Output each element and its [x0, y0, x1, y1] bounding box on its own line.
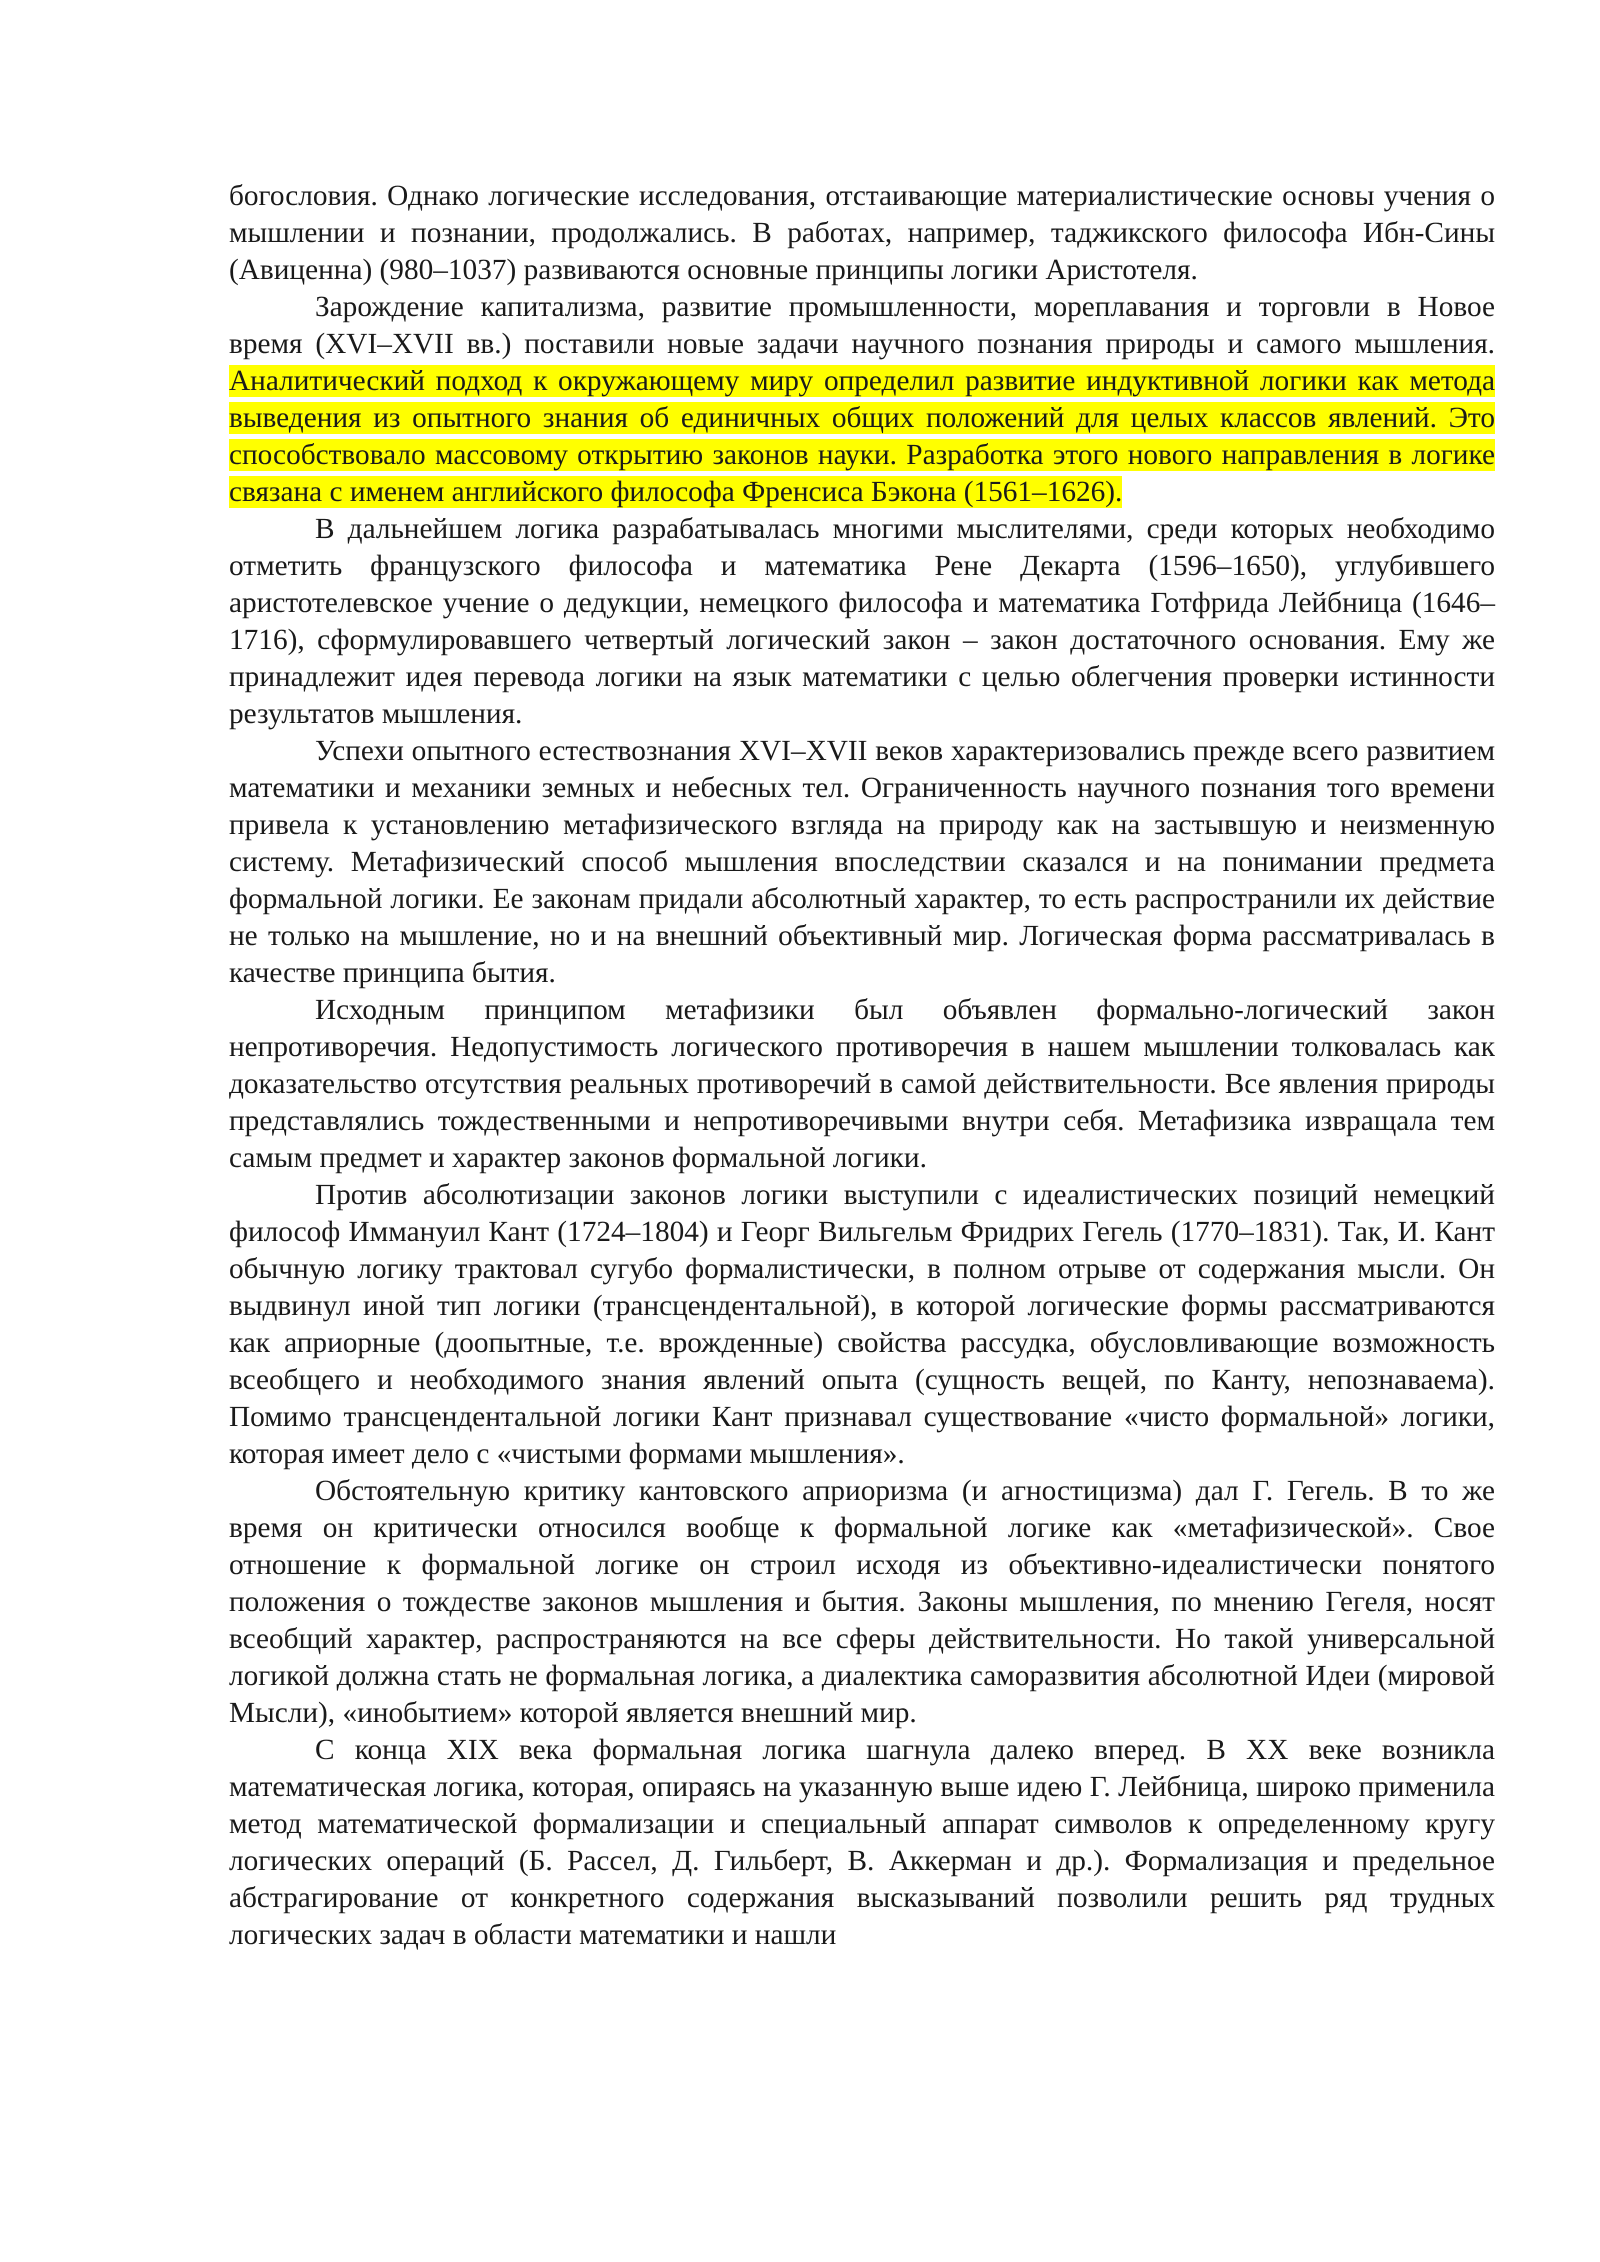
paragraph-4: Успехи опытного естествознания XVI–XVII веков характеризовались прежде всего развитием математики и механики земных и небесных тел. Ограниченность научного познания того времени привела к установлению метафизического взгляда на природу как на застывшую и неизменную систему. Метафизический способ мышления впоследствии сказался и на понимании предмета формальной логики. Ее законам придали абсолютный характер, то есть распространили их действие не только на мышление, но и на внешний объективный мир. Логическая форма рассматривалась в качестве принципа бытия. [229, 735, 1495, 989]
paragraph-1: богословия. Однако логические исследования, отстаивающие материалистические основы учения о мышлении и познании, продолжались. В работах, например, таджикского философа Ибн-Сины (Авиценна) (980–1037) развиваются основные принципы логики Аристотеля. [229, 180, 1495, 286]
paragraph-3: В дальнейшем логика разрабатывалась многими мыслителями, среди которых необходимо отметить французского философа и математика Рене Декарта (1596–1650), углубившего аристотелевское учение о дедукции, немецкого философа и математика Готфрида Лейбница (1646–1716), сформулировавшего четвертый логический закон – закон достаточного основания. Ему же принадлежит идея перевода логики на язык математики с целью облегчения проверки истинности результатов мышления. [229, 513, 1495, 730]
document-body [229, 178, 1495, 1954]
highlighted-text: Аналитический подход к окружающему миру определил развитие индуктивной логики как метода выведения из опытного знания об единичных общих положений для целых классов явлений. Это способствовало массовому открытию законов науки. Разработка этого нового направления в логике связана с именем английского философа Френсиса Бэкона (1561–1626). [229, 365, 1495, 508]
paragraph-5: Исходным принципом метафизики был объявлен формально-логический закон непротиворечия. Недопустимость логического противоречия в нашем мышлении толковалась как доказательство отсутствия реальных противоречий в самой действительности. Все явления природы представлялись тождественными и непротиворечивыми внутри себя. Метафизика извращала тем самым предмет и характер законов формальной логики. [229, 994, 1495, 1174]
paragraph-7: Обстоятельную критику кантовского априоризма (и агностицизма) дал Г. Гегель. В то же время он критически относился вообще к формальной логике как «метафизической». Свое отношение к формальной логике он строил исходя из объективно-идеалистически понятого положения о тождестве законов мышления и бытия. Законы мышления, по мнению Гегеля, носят всеобщий характер, распространяются на все сферы действительности. Но такой универсальной логикой должна стать не формальная логика, а диалектика саморазвития абсолютной Идеи (мировой Мысли), «инобытием» которой является внешний мир. [229, 1475, 1495, 1729]
paragraph-2 [229, 289, 1495, 511]
paragraph-6: Против абсолютизации законов логики выступили с идеалистических позиций немецкий философ Иммануил Кант (1724–1804) и Георг Вильгельм Фридрих Гегель (1770–1831). Так, И. Кант обычную логику трактовал сугубо формалистически, в полном отрыве от содержания мысли. Он выдвинул иной тип логики (трансцендентальной), в которой логические формы рассматриваются как априорные (доопытные, т.е. врожденные) свойства рассудка, обусловливающие возможность всеобщего и необходимого знания явлений опыта (сущность вещей, по Канту, непознаваема). Помимо трансцендентальной логики Кант признавал существование «чисто формальной» логики, которая имеет дело с «чистыми формами мышления». [229, 1179, 1495, 1470]
paragraph-2-text: Зарождение капитализма, развитие промышленности, мореплавания и торговли в Новое время (XVI–XVII вв.) поставили новые задачи научного познания природы и самого мышления. [229, 291, 1495, 360]
paragraph-8: С конца XIX века формальная логика шагнула далеко вперед. В XX веке возникла математическая логика, которая, опираясь на указанную выше идею Г. Лейбница, широко применила метод математической формализации и специальный аппарат символов к определенному кругу логических операций (Б. Рассел, Д. Гильберт, В. Аккерман и др.). Формализация и предельное абстрагирование от конкретного содержания высказываний позволили решить ряд трудных логических задач в области математики и нашли [229, 1734, 1495, 1951]
